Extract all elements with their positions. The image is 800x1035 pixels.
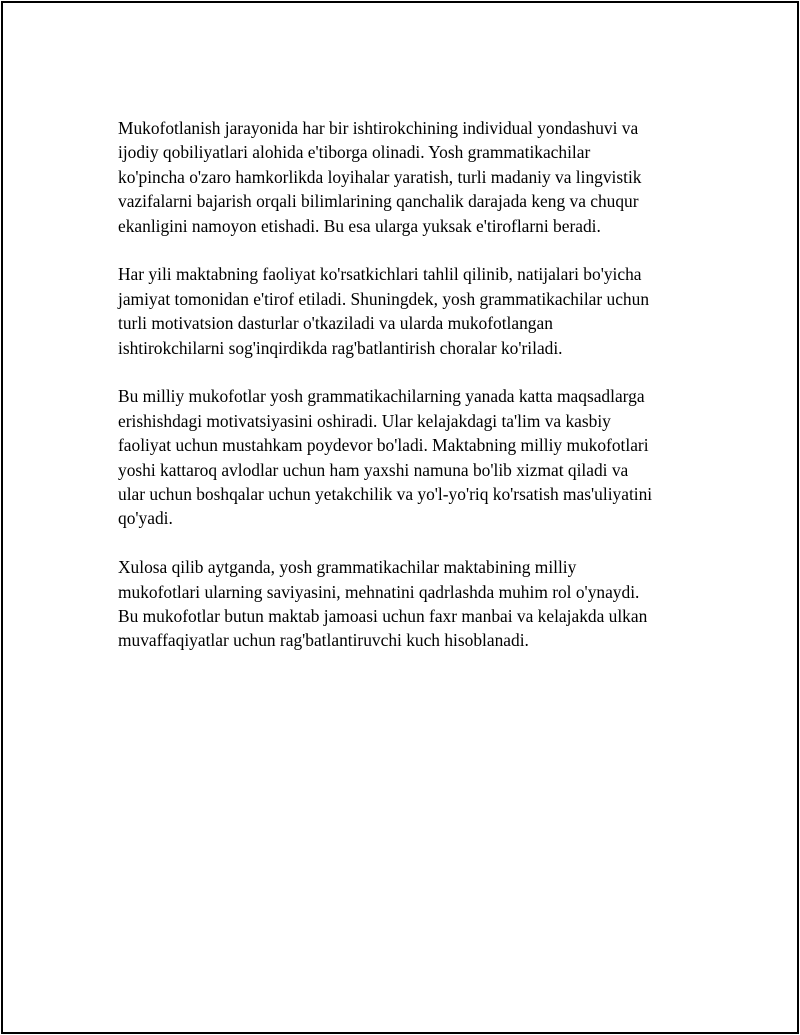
paragraph-1: Mukofotlanish jarayonida har bir ishtirokchining individual yondashuvi va ijodiy qobiliyatlari alohida e'tiborga olinadi. Yosh grammatikachilar ko'pincha o'zaro hamkorlikda loyihalar yaratish, turli madaniy va lingvistik vazifalarni bajarish orqali bilimlarining qanchalik darajada keng va chuqur ekanligini namoyon etishadi. Bu esa ularga yuksak e'tiroflarni beradi. [118,118,642,236]
document-body [118,116,708,677]
paragraph-3: Bu milliy mukofotlar yosh grammatikachilarning yanada katta maqsadlarga erishishdagi motivatsiyasini oshiradi. Ular kelajakdagi ta'lim va kasbiy faoliyat uchun mustahkam poydevor bo'ladi. Maktabning milliy mukofotlari yoshi kattaroq avlodlar uchun ham yaxshi namuna bo'lib xizmat qiladi va ular uchun boshqalar uchun yetakchilik va yo'l-yo'riq ko'rsatish mas'uliyatini qo'yadi. [118,386,653,529]
paragraph-4: Xulosa qilib aytganda, yosh grammatikachilar maktabining milliy mukofotlari ularning saviyasini, mehnatini qadrlashda muhim rol o'ynaydi. Bu mukofotlar butun maktab jamoasi uchun faxr manbai va kelajakda ulkan muvaffaqiyatlar uchun rag'batlantiruvchi kuch hisoblanadi. [118,557,648,651]
paragraph-2: Har yili maktabning faoliyat ko'rsatkichlari tahlil qilinib, natijalari bo'yicha jamiyat tomonidan e'tirof etiladi. Shuningdek, yosh grammatikachilar uchun turli motivatsion dasturlar o'tkaziladi va ularda mukofotlangan ishtirokchilarni sog'inqirdikda rag'batlantirish choralar ko'riladi. [118,264,650,358]
